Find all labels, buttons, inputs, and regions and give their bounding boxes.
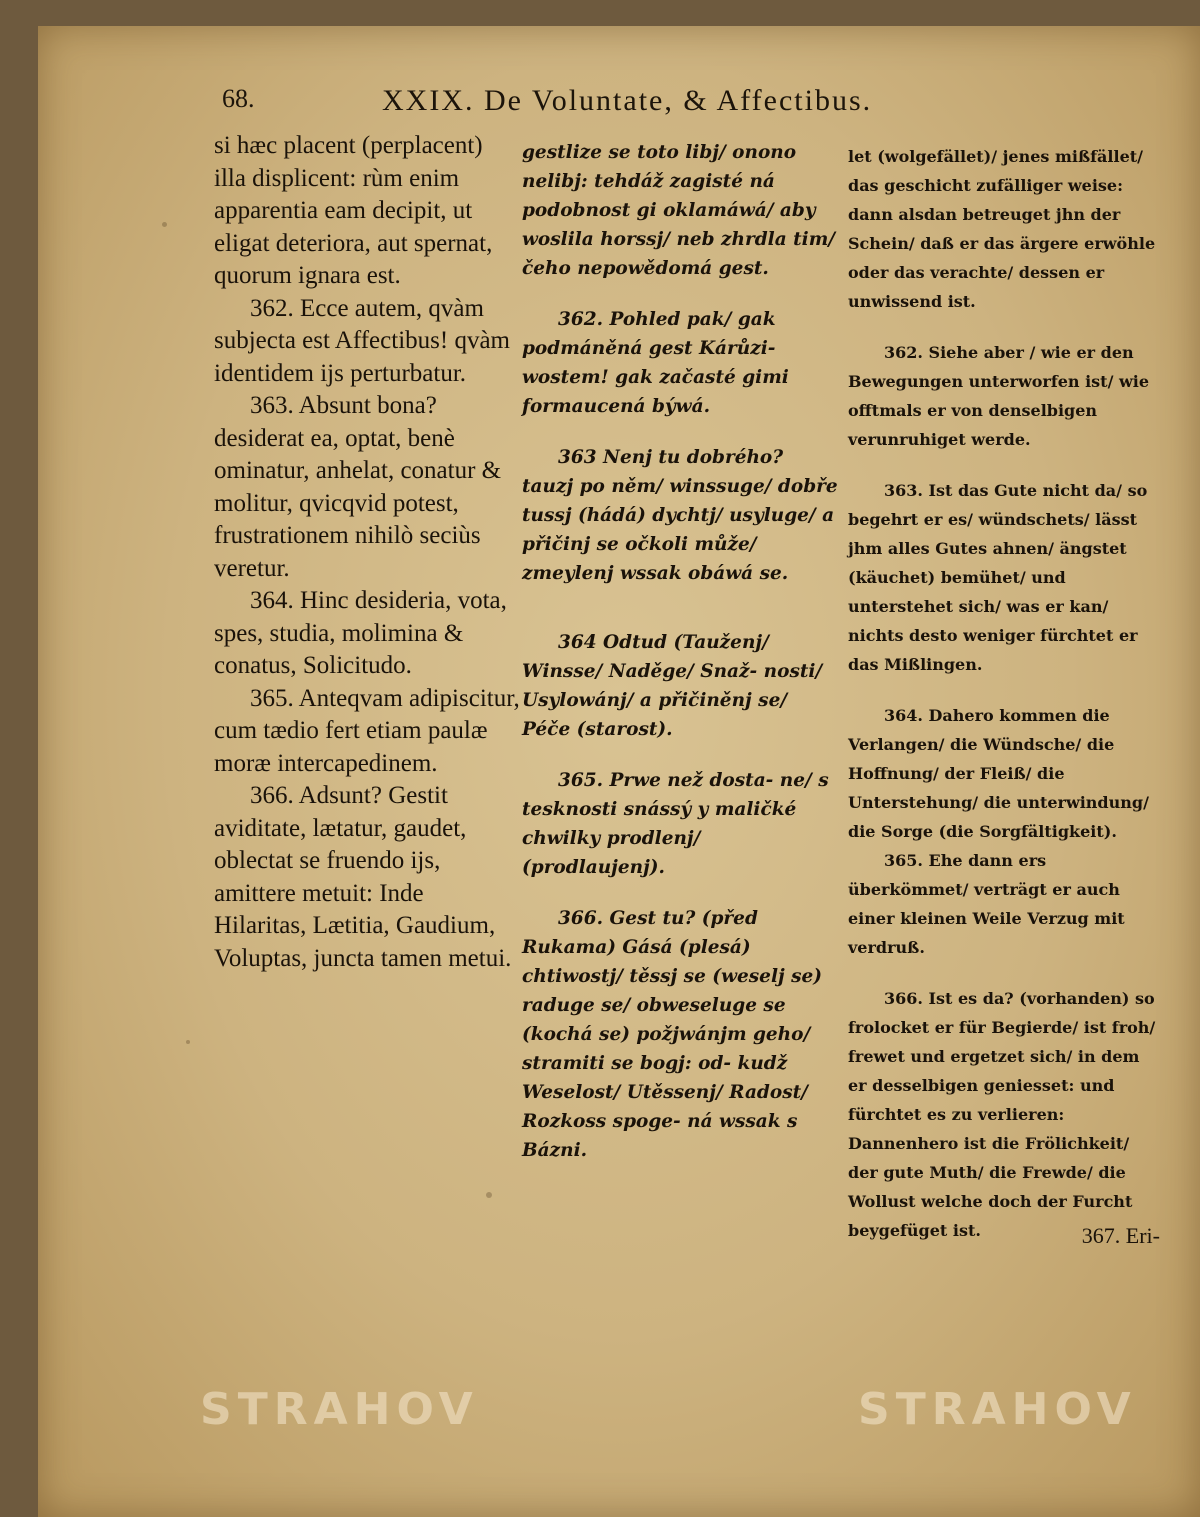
latin-paragraph-364: 364. Hinc desideria, vota, spes, studia, molimina & conatus, Solicitudo.	[214, 587, 507, 679]
german-paragraph-363: 363. Ist das Gute nicht da/ so begehrt er es/ wündschets/ lässt jhm alles Gutes ahnen/ ängstet (käuchet) bemühet/ und unterstehet sich/ was er kan/ nichts desto weniger fürchtet er das Mißlingen.	[848, 481, 1148, 674]
running-header	[222, 84, 1182, 124]
czech-column	[522, 138, 840, 1165]
czech-paragraph-cont: gestlize se toto libj/ onono nelibj: tehdáž zagisté ná podobnost gi oklamáwá/ aby woslila horssj/ neb zhrdla tim/ čeho nepowědomá gest.	[522, 142, 836, 279]
german-column	[848, 142, 1160, 1250]
paper-stain	[162, 222, 167, 227]
watermark-left-text: STRAHOV	[200, 1384, 479, 1435]
czech-paragraph-364: 364 Odtud (Tauženj/ Winsse/ Naděge/ Snaž- nosti/ Usylowánj/ a přičiněnj se/ Péče (starost).	[522, 632, 823, 740]
german-paragraph-364: 364. Dahero kommen die Verlangen/ die Wündsche/ die Hoffnung/ der Fleiß/ die Unterstehung/ die unterwindung/ die Sorge (die Sorgfältigkeit).	[848, 706, 1149, 841]
german-paragraph-cont: let (wolgefället)/ jenes mißfället/ das geschicht zufälliger weise: dann alsdan betreuget jhn der Schein/ daß er das ärgere erwöhle oder das verachte/ dessen er unwissend ist.	[848, 147, 1156, 311]
czech-paragraph-365: 365. Prwe než dosta- ne/ s tesknosti snássý y maličké chwilky prodlenj/ (prodlaujenj).	[522, 770, 829, 878]
latin-paragraph-363: 363. Absunt bona? desiderat ea, optat, benè ominatur, anhelat, conatur & molitur, qvicqvid potest, frustrationem nihilò seciùs veretur.	[214, 392, 502, 582]
page-number: 68.	[222, 84, 255, 113]
german-paragraph-366: 366. Ist es da? (vorhanden) so frolocket er für Begierde/ ist froh/ frewet und ergetzet sich/ in dem er desselbigen geniesset: und fürchtet es zu verlieren: Dannenhero ist die Frölichkeit/ der gute Muth/ die Frewde/ die Wollust welche doch der Furcht beygefüget ist.	[848, 989, 1156, 1240]
paper-stain	[186, 1040, 190, 1044]
latin-paragraph-362: 362. Ecce autem, qvàm subjecta est Affectibus! qvàm identidem ijs perturbatur.	[214, 294, 510, 387]
latin-paragraph-cont: si hæc placent (perplacent) illa displicent: rùm enim apparentia eam decipit, ut eligat deteriora, aut spernat, quorum ignara est.	[214, 132, 493, 289]
latin-paragraph-366: 366. Adsunt? Gestit aviditate, lætatur, gaudet, oblectat se fruendo ijs, amittere metuit: Inde Hilaritas, Lætitia, Gaudium, Voluptas, juncta tamen metui.	[214, 782, 512, 972]
latin-paragraph-365: 365. Anteqvam adipiscitur, cum tædio fert etiam paulæ moræ intercapedinem.	[214, 684, 520, 777]
catchword: 367. Eri-	[1081, 1223, 1160, 1248]
czech-paragraph-363: 363 Nenj tu dobrého? tauzj po něm/ winssuge/ dobře tussj (hádá) dychtj/ usyluge/ a přičinj se očkoli může/ zmeylenj wssak obáwá se.	[522, 447, 838, 584]
czech-paragraph-366: 366. Gest tu? (před Rukama) Gásá (plesá) chtiwostj/ těssj se (weselj se) raduge se/ obweseluge se (kochá se) požjwánjm geho/ strатiti se bogj: od- kudž Weselost/ Utěssenj/ Radost/ Rozkoss spoge- ná wssak s Bázni.	[522, 908, 823, 1161]
page-title: XXIX. De Voluntate, & Affectibus.	[382, 84, 873, 117]
watermark-right	[858, 1384, 1137, 1435]
czech-paragraph-362: 362. Pohled pak/ gak podmáněná gest Kárůzi- wostem! gak začasté gimi formaucená býwá.	[522, 309, 789, 417]
watermark-right-text: STRAHOV	[858, 1384, 1137, 1435]
german-paragraph-365: 365. Ehe dann ers überkömmet/ verträgt er auch einer kleinen Weile Verzug mit verdruß.	[848, 851, 1125, 957]
german-paragraph-362: 362. Siehe aber / wie er den Bewegungen unterworfen ist/ wie offtmals er von denselbigen verunruhiget werde.	[848, 343, 1150, 449]
latin-column	[214, 130, 520, 975]
watermark-left	[200, 1384, 479, 1435]
paper-stain	[486, 1192, 492, 1198]
